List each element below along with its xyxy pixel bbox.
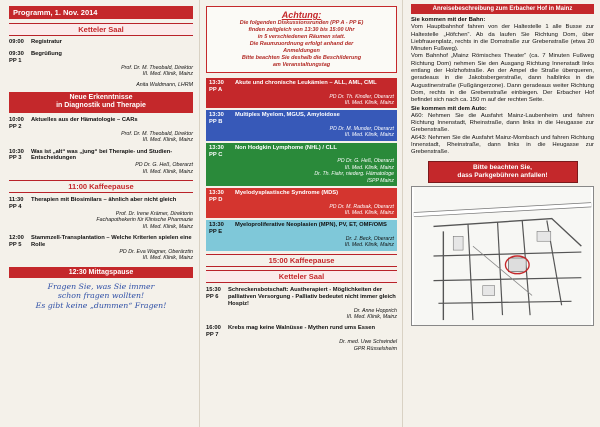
quote-line3: Es gibt keine „dummen“ Fragen!: [35, 300, 167, 310]
program-item: [9, 197, 193, 230]
directions-header: Anreisebeschreibung zum Erbacher Hof in Mainz: [411, 4, 594, 14]
item-time: 11:30 PP 4: [9, 197, 24, 211]
item-title: Schreckensbotschaft: Austherapiert - Möglichkeiten der palliativen Versorgung - Palliativ bedeutet nicht immer gleich Hospiz!: [228, 286, 396, 307]
achtung-line: am Veranstaltungstag: [272, 62, 331, 68]
section-neue-line1: Neue Erkenntnisse: [69, 93, 133, 101]
auto-title: Sie kommen mit dem Auto:: [411, 105, 487, 112]
session-speaker: PD Dr. Th. Kindler, Oberarzt: [329, 93, 394, 100]
parking-notice: [428, 161, 578, 183]
item-speaker: III. Med. Klinik, Mainz: [142, 71, 193, 78]
a643-text: A643: Nehmen Sie die Ausfahrt Mainz-Mombach und fahren Richtung Innenstadt, Rheinstraße, dann links in die Heugasse zur Grebenstraße.: [411, 134, 594, 156]
session-speaker: III. Med. Klinik, Mainz: [344, 164, 394, 171]
item-speaker: III. Med. Klinik, Mainz: [142, 168, 193, 175]
session-speaker: PD Dr. M. Radsak, Oberarzt: [329, 203, 394, 210]
parking-notice-line2: dass Parkgebühren anfallen!: [457, 171, 548, 179]
map-graphic: [412, 187, 593, 325]
session-time: 13:30 PP A: [209, 80, 224, 93]
directions-column: [403, 0, 600, 427]
item-title: Krebs mag keine Walnüsse - Mythen rund ums Essen: [228, 325, 375, 332]
item-speaker: III. Med. Klinik, Mainz: [346, 313, 397, 320]
achtung-line: in 5 verschiedenen Räumen statt.: [257, 34, 346, 40]
bahn-text: Vom Hauptbahnhof fahren von der Haltestelle 1 alle Busse zur Haltestelle „Höfchen“. Ab da laufen Sie Richtung Dom, über Liebfrauenplatz, rechts in die Domstraße zur Grebenstraße (etwa 20 Minuten Fußweg).: [411, 24, 594, 53]
program-item: [9, 39, 193, 46]
item-time: 10:00 PP 2: [9, 116, 24, 130]
parallel-session: [206, 78, 397, 108]
item-time: 16:00 PP 7: [206, 325, 221, 339]
item-speaker: PD Dr. Eva Wagner, Oberärztin: [119, 249, 193, 256]
location-map: [411, 186, 594, 326]
item-speaker: PD Dr. G. Heß, Oberarzt: [135, 162, 193, 169]
item-speaker: Dr. med. Uwe Schwindel: [339, 339, 397, 346]
item-time: 09:00: [9, 39, 24, 45]
session-speaker: Dr. J. Beck, Oberarzt: [345, 236, 394, 243]
achtung-title: Achtung:: [281, 10, 322, 20]
section-neue-erkenntnisse: [9, 92, 193, 113]
parallel-session: [206, 188, 397, 218]
item-speaker: Prof. Dr. Irene Krämer, Direktorin: [115, 211, 193, 217]
session-speaker: III. Med. Klinik, Mainz: [344, 242, 394, 249]
item-speaker: Prof. Dr. M. Theobald, Direktor: [121, 130, 193, 137]
item-title: Begrüßung: [31, 50, 62, 57]
quote-block: [9, 282, 193, 311]
parallel-session: [206, 143, 397, 186]
program-item: [9, 51, 193, 78]
program-item: [9, 117, 193, 144]
bahn-title: Sie kommen mit der Bahn:: [411, 17, 486, 23]
session-time: 13:30 PP B: [209, 112, 224, 126]
session-time: 13:30 PP D: [209, 190, 224, 203]
session-title: Akute und chronische Leukämien – ALL, AML, CML: [235, 80, 377, 86]
extra-speaker: Anita Waldmann, LHRM: [136, 81, 193, 88]
achtung-box: [206, 6, 397, 73]
program-item: [206, 325, 397, 352]
session-speaker: PD Dr. G. Heß, Oberarzt: [337, 158, 394, 165]
section-neue-line2: in Diagnostik und Therapie: [56, 102, 146, 110]
item-speaker: Dr. Anne Hopprich: [353, 307, 397, 314]
item-time: 09:30 PP 1: [9, 50, 24, 64]
session-title: Non Hodgkin Lymphome (NHL) / CLL: [235, 144, 337, 151]
a60-text: A60: Nehmen Sie die Ausfahrt Mainz-Laubenheim und fahren Richtung Innenstadt, Rheinstraße, dann links in die Heugasse zur Grebenstraße.: [411, 112, 594, 134]
item-speaker: III. Med. Klinik, Mainz: [142, 255, 193, 262]
session-title: Myeloproliferative Neoplasien (MPN), PV, ET, OMF/OMS: [235, 222, 387, 229]
item-title: Therapien mit Biosimilars – ähnlich aber nicht gleich: [31, 197, 177, 204]
achtung-line: finden zeitgleich von 13:30 bis 15:00 Uhr: [248, 27, 355, 33]
program-item: [206, 287, 397, 321]
quote-line2: schon fragen wollten!: [57, 291, 145, 301]
mittagspause: 12:30 Mittagspause: [9, 267, 193, 278]
item-speaker: GPR Rüsselsheim: [353, 345, 397, 352]
parking-notice-line1: Bitte beachten Sie,: [473, 163, 532, 171]
parallel-session: [206, 220, 397, 250]
program-item: [9, 149, 193, 176]
session-speaker: ISPP Mainz: [367, 177, 394, 184]
saal-header-2: Ketteler Saal: [206, 270, 397, 283]
saal-header: Ketteler Saal: [9, 23, 193, 36]
session-time: 13:30 PP E: [209, 222, 224, 236]
achtung-line: Die Raumzuordnung erfolgt anhand der: [249, 41, 354, 47]
date-header: Programm, 1. Nov. 2014: [9, 6, 193, 19]
item-title: Stammzell-Transplantation – Welche Kriterien spielen eine Rolle: [31, 235, 192, 249]
session-speaker: III. Med. Klinik, Mainz: [344, 132, 394, 139]
session-speaker: III. Med. Klinik, Mainz: [344, 210, 394, 217]
session-speaker: PD Dr. M. Munder, Oberarzt: [329, 126, 394, 132]
item-speaker: III. Med. Klinik, Mainz: [142, 223, 193, 230]
item-time: 10:30 PP 3: [9, 148, 24, 162]
session-time: 13:30 PP C: [209, 144, 224, 158]
kaffeepause-2: 15:00 Kaffeepause: [206, 254, 397, 267]
program-column-middle: [200, 0, 403, 427]
item-time: 12:00 PP 5: [9, 235, 24, 249]
session-speaker: Dr. Th. Fiahr, niederg. Hämatologe: [314, 171, 394, 178]
session-title: Myelodysplastische Syndrome (MDS): [235, 190, 339, 197]
achtung-line: Bitte beachten Sie deshalb die Beschilderung: [241, 55, 362, 61]
item-time: 15:30 PP 6: [206, 286, 221, 300]
item-speaker: Prof. Dr. M. Theobald, Direktor: [121, 64, 193, 71]
item-title: Aktuelles aus der Hämatologie – CARs: [31, 116, 138, 123]
item-title: Registratur: [31, 39, 62, 45]
program-item: [9, 235, 193, 262]
session-speaker: III. Med. Klinik, Mainz: [344, 100, 394, 106]
achtung-line: Die folgenden Diskussionsrunden (PP A - PP E): [239, 20, 364, 26]
session-title: Multiples Myelom, MGUS, Amyloidose: [235, 112, 340, 119]
program-column-left: [0, 0, 200, 427]
theater-text: Vom Bahnhof „Mainz Römisches Theater“ (ca. 7 Minuten Fußweg Richtung Dom) nehmen Sie den Ausgang Richtung Innenstadt links entlang der Holzhofstraße. An der Ampel die Straße überqueren, geradeaus in die Jakobsbergerstraße, dann halblinks in die Augustinerstraße (Fußgängerzone). Dann geradeaus weiter Richtung Dom, rechts in die Grebenstraße einbiegen. Der Erbacher Hof befindet sich nach ca. 150 m auf der rechten Seite.: [411, 53, 594, 104]
achtung-body: [211, 20, 392, 69]
kaffeepause-1: 11:00 Kaffeepause: [9, 180, 193, 193]
item-speaker: III. Med. Klinik, Mainz: [142, 137, 193, 144]
item-speaker: Fachapothekerin für Klinische Pharmazie: [96, 217, 193, 224]
quote-line1: Fragen Sie, was Sie immer: [47, 281, 155, 291]
achtung-line: Anmeldungen: [283, 48, 320, 54]
parallel-session: [206, 110, 397, 140]
item-title: Was ist „alt“ was „jung“ bei Therapie- und Studien-Entscheidungen: [31, 148, 173, 162]
